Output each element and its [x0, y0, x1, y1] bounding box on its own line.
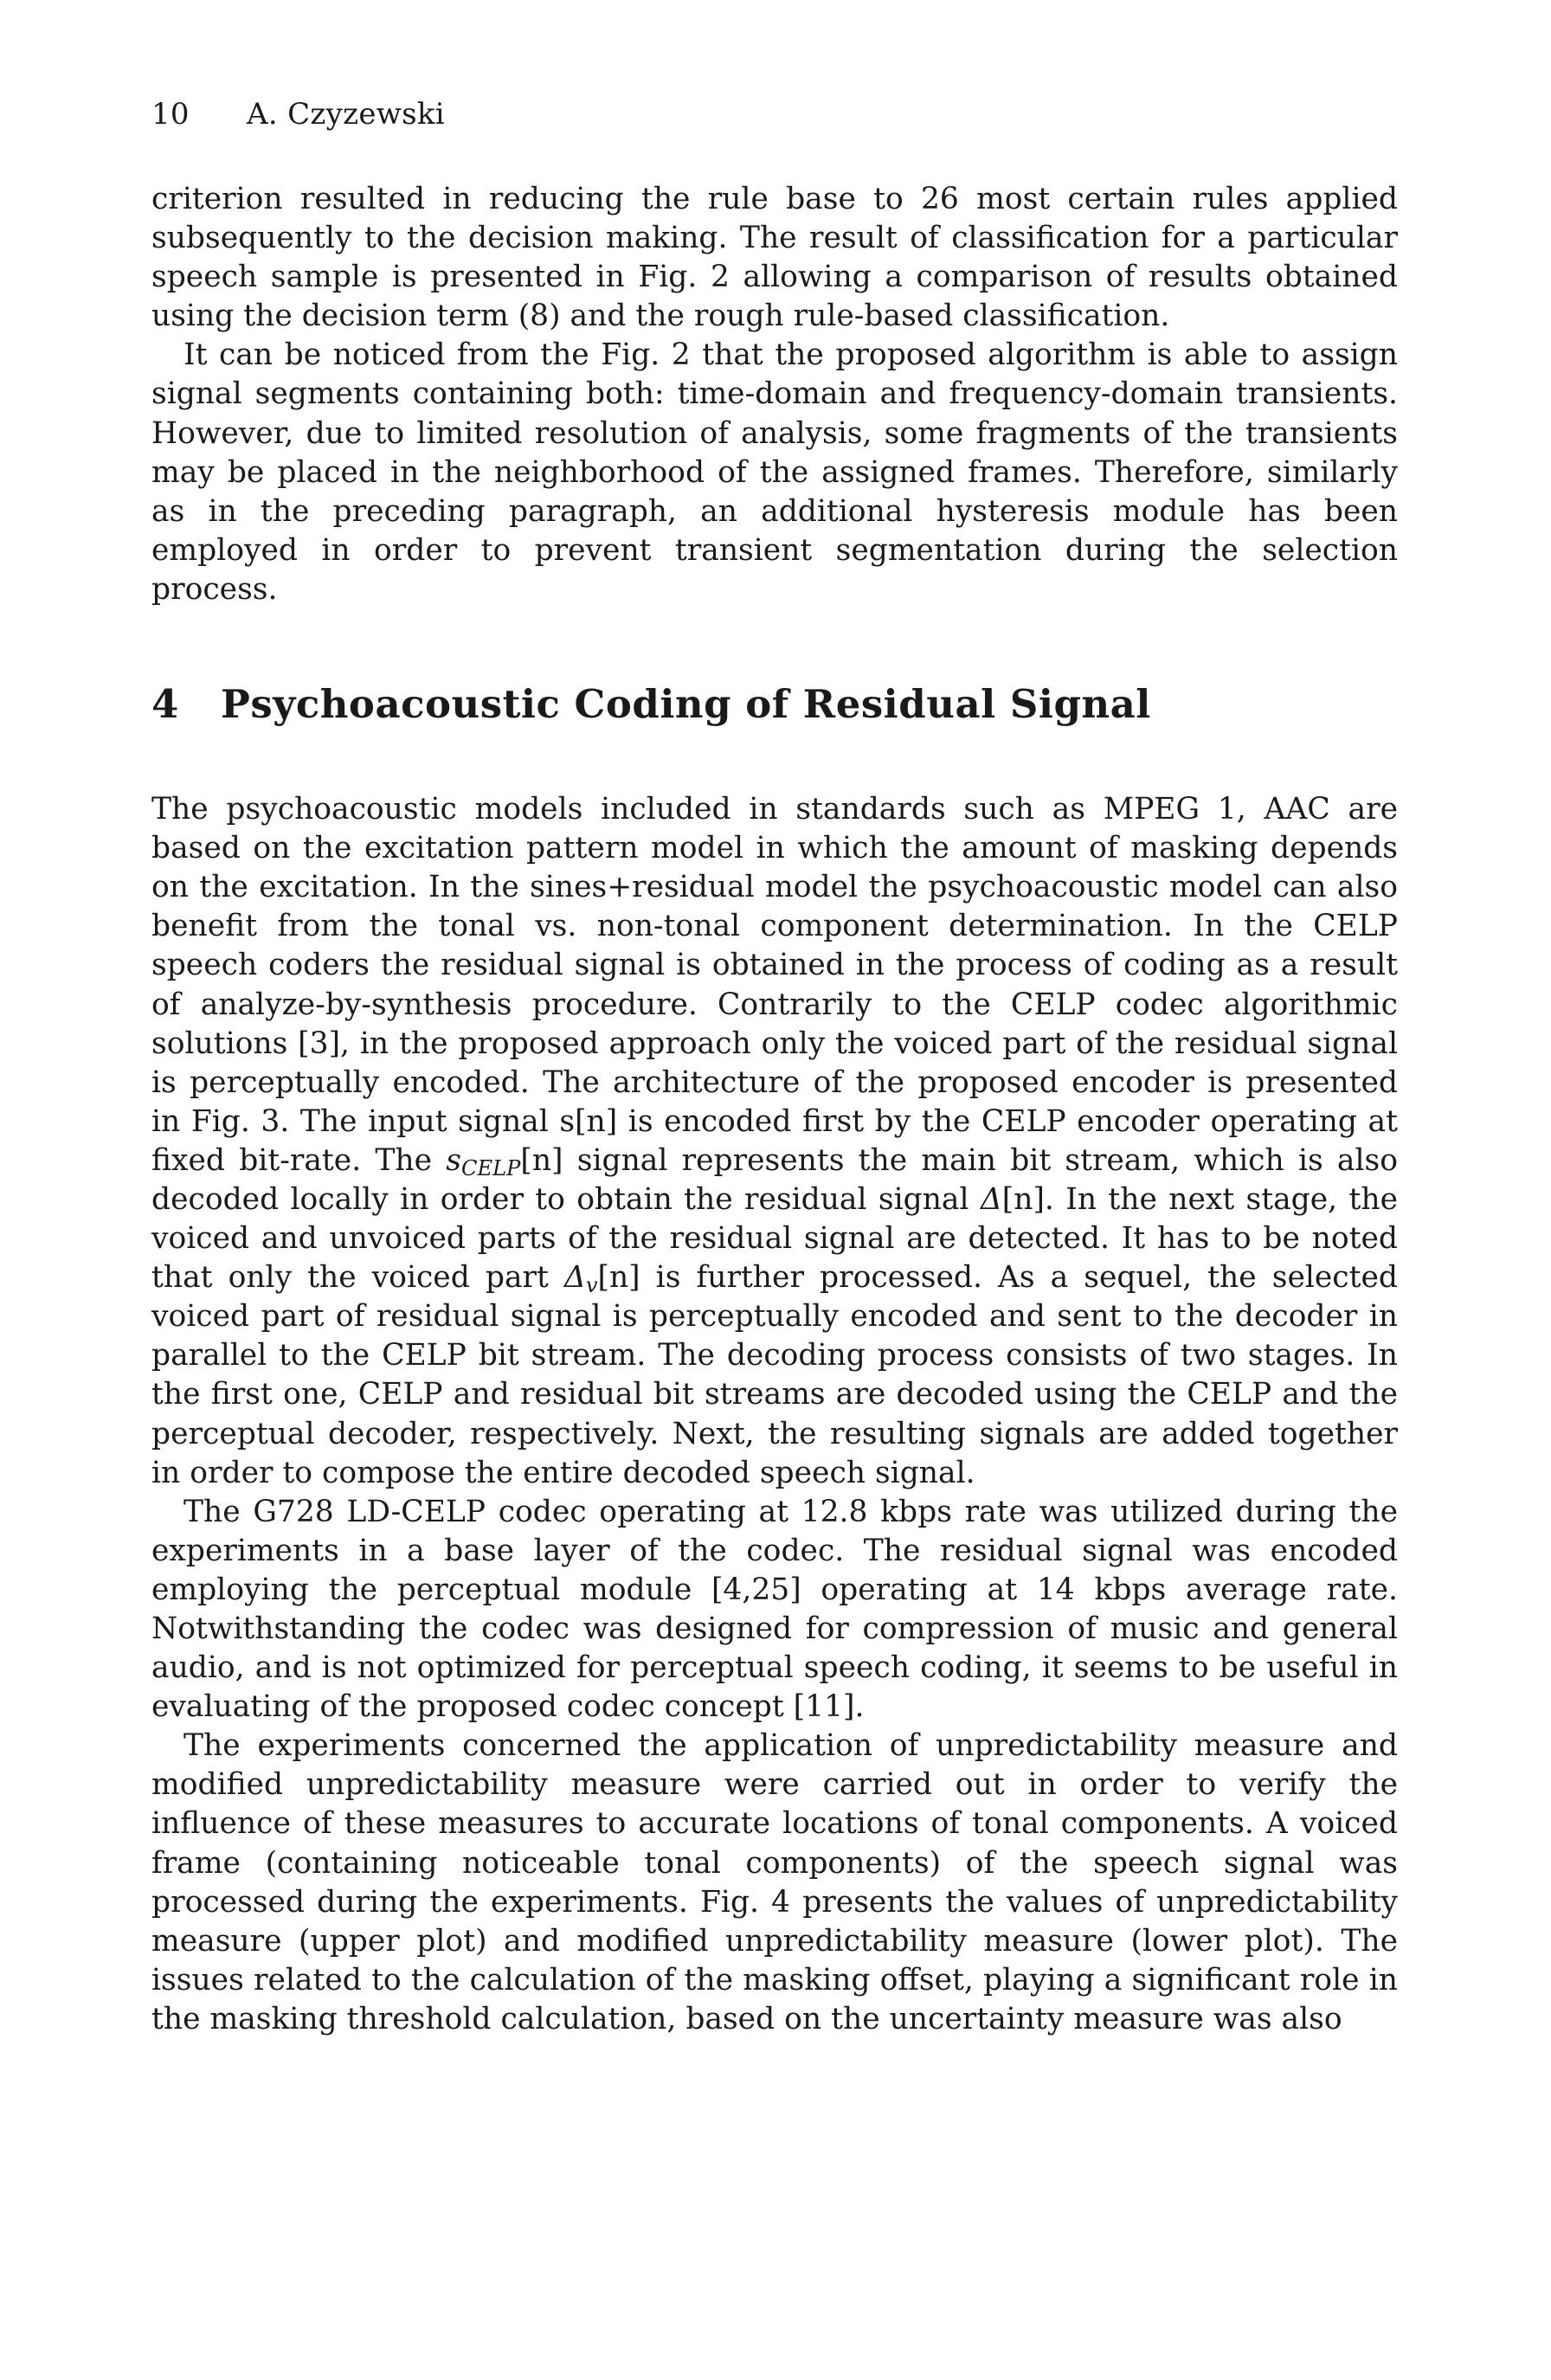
s-celp-symbol — [446, 1143, 520, 1178]
page — [151, 93, 1398, 2039]
page-number: 10 — [151, 97, 190, 132]
paragraph-3-text-b: [n] signal represents the main bit stream, which is also decoded locally in order to obtain the residual signal — [151, 1142, 1398, 1217]
running-head — [151, 93, 1398, 135]
paragraph-3 — [151, 790, 1398, 1493]
section-heading — [151, 680, 1398, 729]
paragraph-3-text-a: The psychoacoustic models included in standards such as MPEG 1, AAC are based on the excitation pattern model in which the amount of masking depends on the excitation. In the sines+residual model the psychoacoustic model can also benefit from the tonal vs. non-tonal component determination. In the CELP speech coders the residual signal is obtained in the process of coding as a result of analyze-by-synthesis procedure. Contrarily to the CELP codec algorithmic solutions [3], in the proposed approach only the voiced part of the residual signal is perceptually encoded. The architecture of the proposed encoder is presented in Fig. 3. The input signal s[n] is encoded first by the CELP encoder operating at fixed bit-rate. The — [151, 792, 1398, 1178]
paragraph-3-text-c: [n]. In the next stage, the voiced and unvoiced parts of the residual signal are detected. It has to be noted that only the voiced part — [151, 1181, 1398, 1296]
paragraph-5: The experiments concerned the application of unpredictability measure and modified unpredictability measure were carried out in order to verify the influence of these measures to accurate locations of tonal components. A voiced frame (containing noticeable tonal components) of the speech signal was processed during the experiments. Fig. 4 presents the values of unpredictability measure (upper plot) and modified unpredictability measure (lower plot). The issues related to the calculation of the masking offset, playing a significant role in the masking threshold calculation, based on the uncertainty measure was also — [151, 1728, 1398, 2036]
paragraph-4: The G728 LD-CELP codec operating at 12.8 kbps rate was utilized during the experiments in a base layer of the codec. The residual signal was encoded employing the perceptual module [4,25] operating at 14 kbps average rate. Notwithstanding the codec was designed for compression of music and general audio, and is not optimized for perceptual speech coding, it seems to be useful in evaluating of the proposed codec concept [11]. — [151, 1494, 1398, 1725]
running-head-author: A. Czyzewski — [247, 97, 445, 132]
s-letter: s — [446, 1142, 461, 1178]
paragraph-1: criterion resulted in reducing the rule base to 26 most certain rules applied subsequently to the decision making. The result of classification for a particular speech sample is presented in Fig. 2 allowing a comparison of results obtained using the decision term (8) and the rough rule-based classification. — [151, 182, 1398, 334]
delta-symbol: Δ — [980, 1181, 1002, 1217]
section-number: 4 — [151, 681, 179, 728]
celp-subscript: CELP — [461, 1155, 521, 1180]
v-subscript: v — [585, 1273, 598, 1298]
delta-v-letter: Δ — [563, 1260, 586, 1296]
paragraph-3-text-d: [n] is further processed. As a sequel, the selected voiced part of residual signal is perceptually encoded and sent to the decoder in parallel to the CELP bit stream. The decoding process consists of two stages. In the first one, CELP and residual bit streams are decoded using the CELP and the perceptual decoder, respectively. Next, the resulting signals are added together in order to compose the entire decoded speech signal. — [151, 1260, 1398, 1490]
delta-v-symbol — [563, 1260, 598, 1298]
paragraph-2: It can be noticed from the Fig. 2 that the proposed algorithm is able to assign signal segments containing both: time-domain and frequency-domain transients. However, due to limited resolution of analysis, some fragments of the transients may be placed in the neighborhood of the assigned frames. Therefore, similarly as in the preceding paragraph, an additional hysteresis module has been employed in order to prevent transient segmentation during the selection process. — [151, 338, 1398, 607]
section-title: Psychoacoustic Coding of Residual Signal — [221, 681, 1151, 728]
